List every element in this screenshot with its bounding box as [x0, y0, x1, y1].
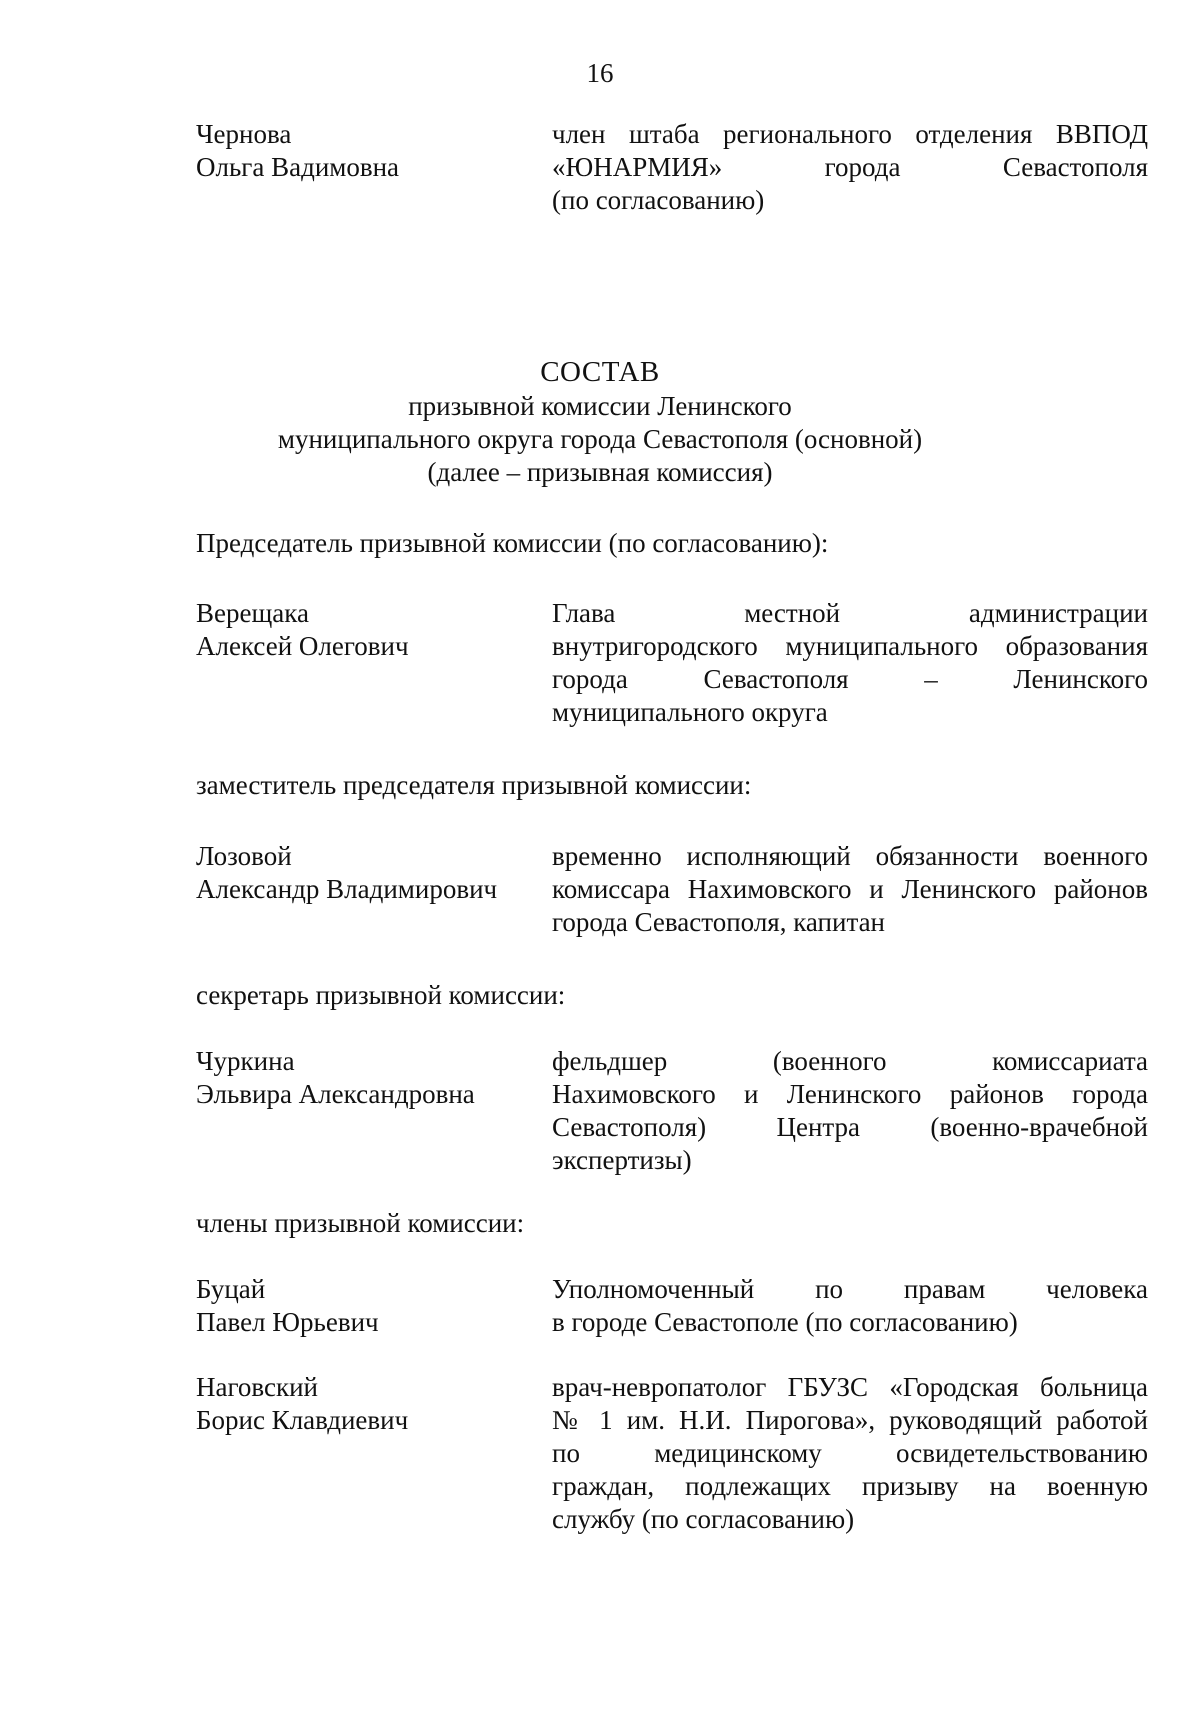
member-surname: Лозовой [196, 841, 292, 871]
member-given-name: Эльвира Александровна [196, 1079, 475, 1109]
member-position [552, 1273, 1148, 1339]
member-given-name: Алексей Олегович [196, 631, 409, 661]
member-surname: Чуркина [196, 1046, 295, 1076]
position-line: города Севастополя – Ленинского [552, 664, 1148, 694]
position-line: Уполномоченный по правам человека [552, 1274, 1148, 1304]
member-surname: Буцай [196, 1274, 266, 1304]
position-line: муниципального округа [552, 697, 828, 727]
heading-line: призывной комиссии Ленинского [408, 391, 792, 421]
member-given-name: Борис Клавдиевич [196, 1405, 409, 1435]
member-position [552, 840, 1148, 939]
position-line: экспертизы) [552, 1145, 692, 1175]
members-section-label: члены призывной комиссии: [196, 1208, 525, 1238]
member-given-name: Александр Владимирович [196, 874, 498, 904]
position-line: внутригородского муниципального образования [552, 631, 1148, 661]
position-line: фельдшер (военного комиссариата [552, 1046, 1148, 1076]
position-line: в городе Севастополе (по согласованию) [552, 1307, 1018, 1337]
position-line: комиссара Нахимовского и Ленинского районов [552, 874, 1148, 904]
heading-line: муниципального округа города Севастополя (основной) [277, 424, 923, 454]
member-name [196, 1371, 536, 1437]
member-given-name: Павел Юрьевич [196, 1307, 379, 1337]
position-line: по медицинскому освидетельствованию [552, 1438, 1148, 1468]
position-line: Глава местной администрации [552, 598, 1148, 628]
position-line: города Севастополя, капитан [552, 907, 886, 937]
deputy-section-label: заместитель председателя призывной комиссии: [196, 770, 752, 800]
member-given-name: Ольга Вадимовна [196, 152, 400, 182]
position-line: № 1 им. Н.И. Пирогова», руководящий работой [552, 1405, 1148, 1435]
position-line: Севастополя) Центра (военно-врачебной [552, 1112, 1148, 1142]
member-surname: Верещака [196, 598, 309, 628]
member-surname: Наговский [196, 1372, 318, 1402]
member-name [196, 1045, 536, 1111]
position-line: временно исполняющий обязанности военного [552, 841, 1148, 871]
member-name [196, 840, 536, 906]
member-position [552, 1371, 1148, 1536]
member-position [552, 1045, 1148, 1177]
member-name [196, 597, 536, 663]
member-name [196, 1273, 536, 1339]
position-line: Нахимовского и Ленинского районов города [552, 1079, 1148, 1109]
heading-line: (далее – призывная комиссия) [427, 457, 773, 487]
position-line: врач-невропатолог ГБУЗС «Городская больница [552, 1372, 1148, 1402]
member-surname: Чернова [196, 119, 292, 149]
chairman-section-label: Председатель призывной комиссии (по согласованию): [196, 528, 829, 558]
member-name [196, 118, 536, 184]
position-line: граждан, подлежащих призыву на военную [552, 1471, 1148, 1501]
heading-title: СОСТАВ [540, 356, 660, 388]
member-position [552, 118, 1148, 217]
position-line: службу (по согласованию) [552, 1504, 855, 1534]
page-number: 16 [586, 58, 614, 88]
position-line: (по согласованию) [552, 185, 765, 215]
position-line: член штаба регионального отделения ВВПОД [552, 119, 1148, 149]
member-position [552, 597, 1148, 729]
secretary-section-label: секретарь призывной комиссии: [196, 980, 566, 1010]
position-line: «ЮНАРМИЯ» города Севастополя [552, 152, 1148, 182]
composition-heading [0, 354, 1200, 489]
